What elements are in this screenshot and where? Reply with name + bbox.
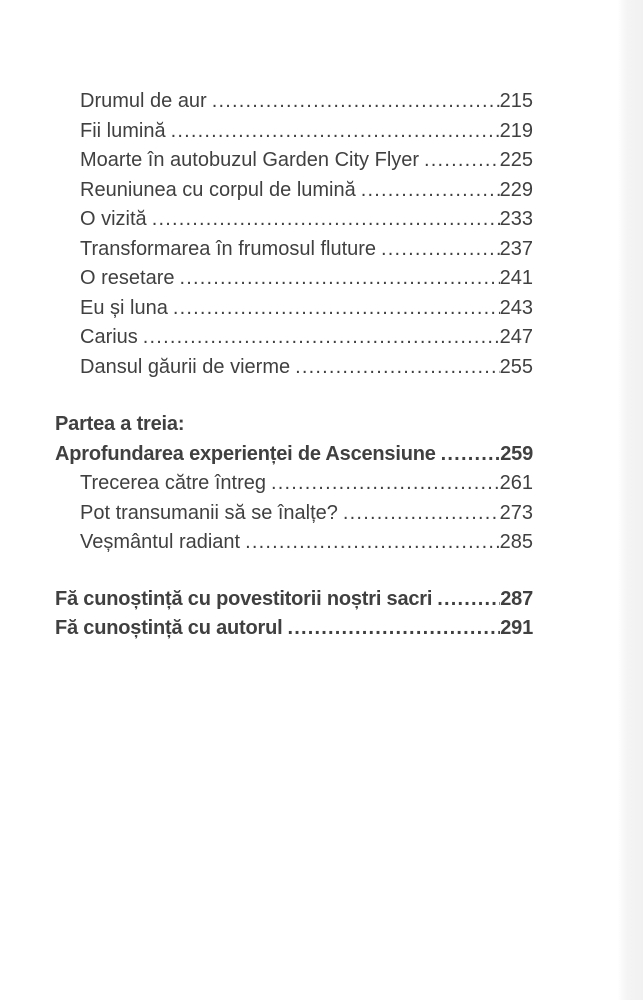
toc-entry-page: 255 [499, 355, 533, 378]
toc-entry-title: Dansul găurii de vierme [80, 355, 291, 378]
toc-entry [55, 499, 533, 529]
dot-leader [271, 469, 500, 499]
toc-entry-title: Carius [80, 326, 138, 348]
table-of-contents [55, 87, 533, 644]
toc-section-part2-entries [55, 87, 533, 382]
toc-entry-title: Fă cunoștință cu autorul [55, 617, 283, 639]
toc-entry-page: 285 [499, 531, 533, 553]
toc-entry-page: 287 [500, 587, 533, 610]
toc-entry-title: O vizită [80, 208, 147, 230]
dot-leader [437, 585, 500, 615]
toc-entry-title: Eu și luna [80, 296, 168, 319]
toc-entry-title: Trecerea către întreg [80, 472, 267, 494]
toc-entry-page: 219 [499, 119, 533, 142]
toc-entry-title: Fii lumină [80, 119, 166, 142]
dot-leader [287, 614, 500, 644]
toc-entry [55, 323, 533, 353]
toc-entry [55, 614, 533, 644]
toc-entry-title: Fă cunoștință cu povestitorii noștri sacri [55, 587, 433, 610]
toc-entry [55, 353, 533, 383]
toc-entry [55, 294, 533, 324]
dot-leader [245, 528, 500, 558]
toc-section-part3 [55, 410, 533, 558]
dot-leader [179, 264, 499, 294]
toc-entry-page: 291 [500, 617, 533, 639]
toc-entry-page: 229 [499, 178, 533, 201]
toc-entry-title: Reuniunea cu corpul de lumină [80, 178, 356, 201]
toc-entry-page: 233 [499, 208, 533, 230]
toc-entry-page: 237 [499, 237, 533, 260]
dot-leader [343, 499, 500, 529]
dot-leader [381, 235, 500, 265]
toc-entry-page: 259 [500, 442, 533, 465]
dot-leader [143, 323, 500, 353]
dot-leader [152, 205, 500, 235]
toc-entry [55, 117, 533, 147]
toc-entry [55, 469, 533, 499]
toc-entry [55, 87, 533, 117]
toc-section-back-matter [55, 585, 533, 644]
toc-entry [55, 235, 533, 265]
dot-leader [441, 440, 501, 470]
toc-entry-title: Pot transumanii să se înalțe? [80, 501, 338, 524]
toc-entry-page: 261 [499, 472, 533, 494]
toc-entry-page: 273 [499, 501, 533, 524]
part-title: Aprofundarea experienței de Ascensiune [55, 442, 436, 465]
dot-leader [361, 176, 500, 206]
page-edge-shade [617, 0, 643, 1000]
toc-entry [55, 176, 533, 206]
part-title-row [55, 440, 533, 470]
toc-entry [55, 146, 533, 176]
dot-leader [212, 87, 500, 117]
toc-entry-title: O resetare [80, 267, 175, 289]
toc-entry-title: Moarte în autobuzul Garden City Flyer [80, 149, 420, 171]
part-label: Partea a treia: [55, 413, 185, 435]
toc-entry-page: 225 [499, 149, 533, 171]
toc-entry-page: 215 [499, 90, 533, 112]
toc-entry [55, 585, 533, 615]
dot-leader [171, 117, 500, 147]
dot-leader [424, 146, 500, 176]
toc-entry-title: Drumul de aur [80, 90, 207, 112]
toc-entry [55, 528, 533, 558]
toc-entry-page: 247 [499, 326, 533, 348]
dot-leader [295, 353, 500, 383]
toc-entry [55, 205, 533, 235]
dot-leader [173, 294, 500, 324]
toc-entry-page: 241 [499, 267, 533, 289]
part-label-row [55, 410, 533, 440]
toc-entry-page: 243 [499, 296, 533, 319]
toc-entry-title: Transformarea în frumosul fluture [80, 237, 377, 260]
toc-entry-title: Veșmântul radiant [80, 531, 241, 553]
toc-entry [55, 264, 533, 294]
